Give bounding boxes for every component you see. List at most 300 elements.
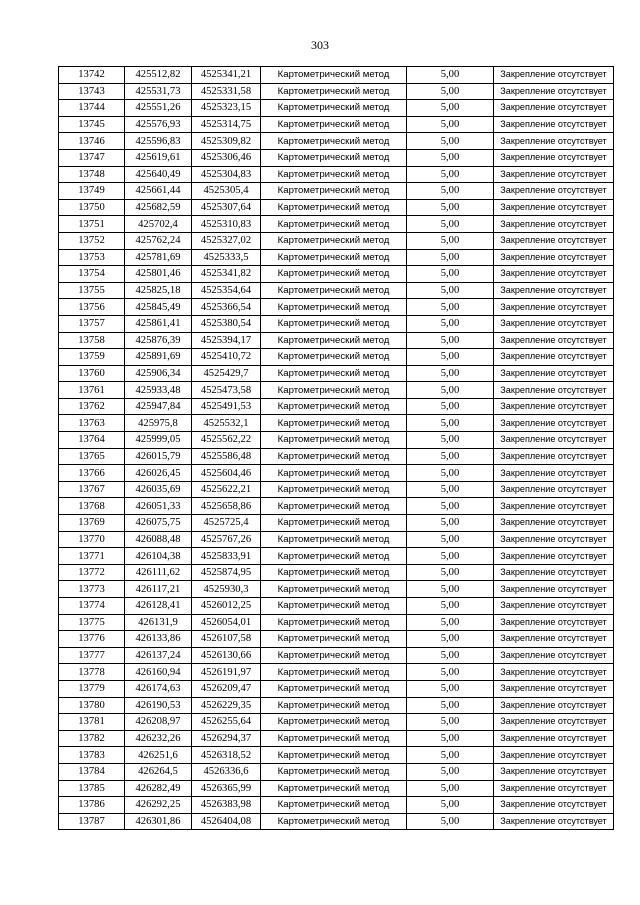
accuracy-cell: 5,00 bbox=[407, 598, 494, 615]
x-coordinate-cell: 426075,75 bbox=[125, 515, 192, 532]
method-cell: Картометрический метод bbox=[261, 166, 407, 183]
fixing-cell: Закрепление отсутствует bbox=[494, 564, 614, 581]
accuracy-cell: 5,00 bbox=[407, 382, 494, 399]
fixing-cell: Закрепление отсутствует bbox=[494, 813, 614, 830]
accuracy-cell: 5,00 bbox=[407, 581, 494, 598]
fixing-cell: Закрепление отсутствует bbox=[494, 747, 614, 764]
y-coordinate-cell: 4525306,46 bbox=[192, 149, 261, 166]
x-coordinate-cell: 426128,41 bbox=[125, 598, 192, 615]
point-number-cell: 13781 bbox=[59, 714, 125, 731]
x-coordinate-cell: 425682,59 bbox=[125, 199, 192, 216]
fixing-cell: Закрепление отсутствует bbox=[494, 581, 614, 598]
x-coordinate-cell: 425933,48 bbox=[125, 382, 192, 399]
table-row bbox=[59, 100, 614, 117]
table-body bbox=[59, 67, 614, 830]
method-cell: Картометрический метод bbox=[261, 531, 407, 548]
y-coordinate-cell: 4525327,02 bbox=[192, 232, 261, 249]
accuracy-cell: 5,00 bbox=[407, 465, 494, 482]
table-row bbox=[59, 133, 614, 150]
table-row bbox=[59, 83, 614, 100]
table-row bbox=[59, 166, 614, 183]
point-number-cell: 13775 bbox=[59, 614, 125, 631]
method-cell: Картометрический метод bbox=[261, 216, 407, 233]
point-number-cell: 13759 bbox=[59, 349, 125, 366]
y-coordinate-cell: 4526054,01 bbox=[192, 614, 261, 631]
method-cell: Картометрический метод bbox=[261, 415, 407, 432]
table-row bbox=[59, 199, 614, 216]
x-coordinate-cell: 426292,25 bbox=[125, 797, 192, 814]
fixing-cell: Закрепление отсутствует bbox=[494, 415, 614, 432]
table-row bbox=[59, 216, 614, 233]
method-cell: Картометрический метод bbox=[261, 67, 407, 84]
method-cell: Картометрический метод bbox=[261, 133, 407, 150]
x-coordinate-cell: 425762,24 bbox=[125, 232, 192, 249]
y-coordinate-cell: 4525366,54 bbox=[192, 299, 261, 316]
method-cell: Картометрический метод bbox=[261, 697, 407, 714]
y-coordinate-cell: 4525310,83 bbox=[192, 216, 261, 233]
method-cell: Картометрический метод bbox=[261, 332, 407, 349]
y-coordinate-cell: 4526012,25 bbox=[192, 598, 261, 615]
point-number-cell: 13772 bbox=[59, 564, 125, 581]
y-coordinate-cell: 4525307,64 bbox=[192, 199, 261, 216]
method-cell: Картометрический метод bbox=[261, 780, 407, 797]
method-cell: Картометрический метод bbox=[261, 564, 407, 581]
y-coordinate-cell: 4526191,97 bbox=[192, 664, 261, 681]
method-cell: Картометрический метод bbox=[261, 614, 407, 631]
fixing-cell: Закрепление отсутствует bbox=[494, 133, 614, 150]
point-number-cell: 13753 bbox=[59, 249, 125, 266]
fixing-cell: Закрепление отсутствует bbox=[494, 365, 614, 382]
fixing-cell: Закрепление отсутствует bbox=[494, 465, 614, 482]
method-cell: Картометрический метод bbox=[261, 232, 407, 249]
fixing-cell: Закрепление отсутствует bbox=[494, 315, 614, 332]
accuracy-cell: 5,00 bbox=[407, 365, 494, 382]
point-number-cell: 13761 bbox=[59, 382, 125, 399]
table-row bbox=[59, 647, 614, 664]
accuracy-cell: 5,00 bbox=[407, 398, 494, 415]
method-cell: Картометрический метод bbox=[261, 465, 407, 482]
accuracy-cell: 5,00 bbox=[407, 100, 494, 117]
point-number-cell: 13742 bbox=[59, 67, 125, 84]
table-row bbox=[59, 631, 614, 648]
method-cell: Картометрический метод bbox=[261, 382, 407, 399]
table-row bbox=[59, 315, 614, 332]
x-coordinate-cell: 425576,93 bbox=[125, 116, 192, 133]
x-coordinate-cell: 426035,69 bbox=[125, 481, 192, 498]
table-row bbox=[59, 763, 614, 780]
fixing-cell: Закрепление отсутствует bbox=[494, 232, 614, 249]
method-cell: Картометрический метод bbox=[261, 398, 407, 415]
fixing-cell: Закрепление отсутствует bbox=[494, 249, 614, 266]
method-cell: Картометрический метод bbox=[261, 730, 407, 747]
accuracy-cell: 5,00 bbox=[407, 432, 494, 449]
point-number-cell: 13752 bbox=[59, 232, 125, 249]
accuracy-cell: 5,00 bbox=[407, 415, 494, 432]
point-number-cell: 13776 bbox=[59, 631, 125, 648]
table-row bbox=[59, 232, 614, 249]
fixing-cell: Закрепление отсутствует bbox=[494, 548, 614, 565]
coordinates-table bbox=[58, 66, 614, 830]
table-row bbox=[59, 149, 614, 166]
y-coordinate-cell: 4526336,6 bbox=[192, 763, 261, 780]
fixing-cell: Закрепление отсутствует bbox=[494, 100, 614, 117]
y-coordinate-cell: 4525562,22 bbox=[192, 432, 261, 449]
method-cell: Картометрический метод bbox=[261, 282, 407, 299]
x-coordinate-cell: 426137,24 bbox=[125, 647, 192, 664]
point-number-cell: 13766 bbox=[59, 465, 125, 482]
fixing-cell: Закрепление отсутствует bbox=[494, 531, 614, 548]
y-coordinate-cell: 4526294,37 bbox=[192, 730, 261, 747]
table-row bbox=[59, 365, 614, 382]
table-row bbox=[59, 697, 614, 714]
fixing-cell: Закрепление отсутствует bbox=[494, 664, 614, 681]
x-coordinate-cell: 426015,79 bbox=[125, 448, 192, 465]
method-cell: Картометрический метод bbox=[261, 481, 407, 498]
fixing-cell: Закрепление отсутствует bbox=[494, 216, 614, 233]
accuracy-cell: 5,00 bbox=[407, 714, 494, 731]
fixing-cell: Закрепление отсутствует bbox=[494, 631, 614, 648]
fixing-cell: Закрепление отсутствует bbox=[494, 647, 614, 664]
method-cell: Картометрический метод bbox=[261, 183, 407, 200]
table-row bbox=[59, 332, 614, 349]
table-row bbox=[59, 67, 614, 84]
method-cell: Картометрический метод bbox=[261, 797, 407, 814]
x-coordinate-cell: 425512,82 bbox=[125, 67, 192, 84]
method-cell: Картометрический метод bbox=[261, 149, 407, 166]
y-coordinate-cell: 4525473,58 bbox=[192, 382, 261, 399]
table-row bbox=[59, 797, 614, 814]
table-row bbox=[59, 299, 614, 316]
point-number-cell: 13757 bbox=[59, 315, 125, 332]
accuracy-cell: 5,00 bbox=[407, 116, 494, 133]
y-coordinate-cell: 4525532,1 bbox=[192, 415, 261, 432]
fixing-cell: Закрепление отсутствует bbox=[494, 149, 614, 166]
x-coordinate-cell: 425975,8 bbox=[125, 415, 192, 432]
table-row bbox=[59, 415, 614, 432]
fixing-cell: Закрепление отсутствует bbox=[494, 730, 614, 747]
accuracy-cell: 5,00 bbox=[407, 232, 494, 249]
accuracy-cell: 5,00 bbox=[407, 266, 494, 283]
point-number-cell: 13745 bbox=[59, 116, 125, 133]
accuracy-cell: 5,00 bbox=[407, 647, 494, 664]
y-coordinate-cell: 4525331,58 bbox=[192, 83, 261, 100]
x-coordinate-cell: 426117,21 bbox=[125, 581, 192, 598]
table-row bbox=[59, 664, 614, 681]
method-cell: Картометрический метод bbox=[261, 266, 407, 283]
y-coordinate-cell: 4526107,58 bbox=[192, 631, 261, 648]
accuracy-cell: 5,00 bbox=[407, 780, 494, 797]
table-row bbox=[59, 266, 614, 283]
fixing-cell: Закрепление отсутствует bbox=[494, 266, 614, 283]
fixing-cell: Закрепление отсутствует bbox=[494, 332, 614, 349]
table-row bbox=[59, 614, 614, 631]
fixing-cell: Закрепление отсутствует bbox=[494, 780, 614, 797]
fixing-cell: Закрепление отсутствует bbox=[494, 697, 614, 714]
fixing-cell: Закрепление отсутствует bbox=[494, 398, 614, 415]
y-coordinate-cell: 4525586,48 bbox=[192, 448, 261, 465]
point-number-cell: 13760 bbox=[59, 365, 125, 382]
method-cell: Картометрический метод bbox=[261, 747, 407, 764]
x-coordinate-cell: 426208,97 bbox=[125, 714, 192, 731]
y-coordinate-cell: 4525380,54 bbox=[192, 315, 261, 332]
x-coordinate-cell: 426282,49 bbox=[125, 780, 192, 797]
table-row bbox=[59, 432, 614, 449]
y-coordinate-cell: 4525429,7 bbox=[192, 365, 261, 382]
table-row bbox=[59, 183, 614, 200]
fixing-cell: Закрепление отсутствует bbox=[494, 481, 614, 498]
point-number-cell: 13748 bbox=[59, 166, 125, 183]
y-coordinate-cell: 4526209,47 bbox=[192, 680, 261, 697]
accuracy-cell: 5,00 bbox=[407, 548, 494, 565]
y-coordinate-cell: 4525658,86 bbox=[192, 498, 261, 515]
method-cell: Картометрический метод bbox=[261, 515, 407, 532]
method-cell: Картометрический метод bbox=[261, 647, 407, 664]
x-coordinate-cell: 425906,34 bbox=[125, 365, 192, 382]
y-coordinate-cell: 4525767,26 bbox=[192, 531, 261, 548]
fixing-cell: Закрепление отсутствует bbox=[494, 67, 614, 84]
accuracy-cell: 5,00 bbox=[407, 315, 494, 332]
y-coordinate-cell: 4525333,5 bbox=[192, 249, 261, 266]
fixing-cell: Закрепление отсутствует bbox=[494, 382, 614, 399]
point-number-cell: 13746 bbox=[59, 133, 125, 150]
method-cell: Картометрический метод bbox=[261, 83, 407, 100]
accuracy-cell: 5,00 bbox=[407, 697, 494, 714]
table-row bbox=[59, 813, 614, 830]
table-row bbox=[59, 581, 614, 598]
accuracy-cell: 5,00 bbox=[407, 747, 494, 764]
point-number-cell: 13744 bbox=[59, 100, 125, 117]
table-row bbox=[59, 680, 614, 697]
table-row bbox=[59, 531, 614, 548]
fixing-cell: Закрепление отсутствует bbox=[494, 714, 614, 731]
fixing-cell: Закрепление отсутствует bbox=[494, 598, 614, 615]
point-number-cell: 13770 bbox=[59, 531, 125, 548]
x-coordinate-cell: 426190,53 bbox=[125, 697, 192, 714]
fixing-cell: Закрепление отсутствует bbox=[494, 299, 614, 316]
table-row bbox=[59, 730, 614, 747]
table-row bbox=[59, 465, 614, 482]
y-coordinate-cell: 4525394,17 bbox=[192, 332, 261, 349]
x-coordinate-cell: 426104,38 bbox=[125, 548, 192, 565]
accuracy-cell: 5,00 bbox=[407, 299, 494, 316]
y-coordinate-cell: 4525930,3 bbox=[192, 581, 261, 598]
x-coordinate-cell: 425702,4 bbox=[125, 216, 192, 233]
accuracy-cell: 5,00 bbox=[407, 83, 494, 100]
x-coordinate-cell: 426088,48 bbox=[125, 531, 192, 548]
table-row bbox=[59, 780, 614, 797]
x-coordinate-cell: 425801,46 bbox=[125, 266, 192, 283]
accuracy-cell: 5,00 bbox=[407, 631, 494, 648]
method-cell: Картометрический метод bbox=[261, 581, 407, 598]
fixing-cell: Закрепление отсутствует bbox=[494, 282, 614, 299]
y-coordinate-cell: 4525305,4 bbox=[192, 183, 261, 200]
y-coordinate-cell: 4525491,53 bbox=[192, 398, 261, 415]
point-number-cell: 13762 bbox=[59, 398, 125, 415]
point-number-cell: 13771 bbox=[59, 548, 125, 565]
accuracy-cell: 5,00 bbox=[407, 498, 494, 515]
method-cell: Картометрический метод bbox=[261, 249, 407, 266]
method-cell: Картометрический метод bbox=[261, 664, 407, 681]
method-cell: Картометрический метод bbox=[261, 680, 407, 697]
table-row bbox=[59, 498, 614, 515]
accuracy-cell: 5,00 bbox=[407, 481, 494, 498]
fixing-cell: Закрепление отсутствует bbox=[494, 797, 614, 814]
point-number-cell: 13787 bbox=[59, 813, 125, 830]
method-cell: Картометрический метод bbox=[261, 299, 407, 316]
accuracy-cell: 5,00 bbox=[407, 813, 494, 830]
x-coordinate-cell: 426174,63 bbox=[125, 680, 192, 697]
point-number-cell: 13749 bbox=[59, 183, 125, 200]
x-coordinate-cell: 425640,49 bbox=[125, 166, 192, 183]
point-number-cell: 13765 bbox=[59, 448, 125, 465]
fixing-cell: Закрепление отсутствует bbox=[494, 498, 614, 515]
fixing-cell: Закрепление отсутствует bbox=[494, 763, 614, 780]
x-coordinate-cell: 425596,83 bbox=[125, 133, 192, 150]
point-number-cell: 13780 bbox=[59, 697, 125, 714]
x-coordinate-cell: 426160,94 bbox=[125, 664, 192, 681]
table-row bbox=[59, 382, 614, 399]
point-number-cell: 13786 bbox=[59, 797, 125, 814]
fixing-cell: Закрепление отсутствует bbox=[494, 83, 614, 100]
point-number-cell: 13783 bbox=[59, 747, 125, 764]
fixing-cell: Закрепление отсутствует bbox=[494, 432, 614, 449]
accuracy-cell: 5,00 bbox=[407, 730, 494, 747]
point-number-cell: 13784 bbox=[59, 763, 125, 780]
fixing-cell: Закрепление отсутствует bbox=[494, 166, 614, 183]
x-coordinate-cell: 425619,61 bbox=[125, 149, 192, 166]
table-row bbox=[59, 548, 614, 565]
accuracy-cell: 5,00 bbox=[407, 183, 494, 200]
fixing-cell: Закрепление отсутствует bbox=[494, 116, 614, 133]
table-row bbox=[59, 249, 614, 266]
accuracy-cell: 5,00 bbox=[407, 531, 494, 548]
x-coordinate-cell: 426301,86 bbox=[125, 813, 192, 830]
point-number-cell: 13751 bbox=[59, 216, 125, 233]
fixing-cell: Закрепление отсутствует bbox=[494, 448, 614, 465]
accuracy-cell: 5,00 bbox=[407, 282, 494, 299]
table-row bbox=[59, 116, 614, 133]
point-number-cell: 13782 bbox=[59, 730, 125, 747]
accuracy-cell: 5,00 bbox=[407, 133, 494, 150]
point-number-cell: 13769 bbox=[59, 515, 125, 532]
point-number-cell: 13750 bbox=[59, 199, 125, 216]
method-cell: Картометрический метод bbox=[261, 349, 407, 366]
y-coordinate-cell: 4525309,82 bbox=[192, 133, 261, 150]
accuracy-cell: 5,00 bbox=[407, 166, 494, 183]
accuracy-cell: 5,00 bbox=[407, 797, 494, 814]
x-coordinate-cell: 425531,73 bbox=[125, 83, 192, 100]
x-coordinate-cell: 426026,45 bbox=[125, 465, 192, 482]
y-coordinate-cell: 4526229,35 bbox=[192, 697, 261, 714]
method-cell: Картометрический метод bbox=[261, 432, 407, 449]
y-coordinate-cell: 4525725,4 bbox=[192, 515, 261, 532]
accuracy-cell: 5,00 bbox=[407, 614, 494, 631]
accuracy-cell: 5,00 bbox=[407, 515, 494, 532]
point-number-cell: 13763 bbox=[59, 415, 125, 432]
method-cell: Картометрический метод bbox=[261, 714, 407, 731]
x-coordinate-cell: 425876,39 bbox=[125, 332, 192, 349]
fixing-cell: Закрепление отсутствует bbox=[494, 199, 614, 216]
method-cell: Картометрический метод bbox=[261, 116, 407, 133]
table-row bbox=[59, 448, 614, 465]
method-cell: Картометрический метод bbox=[261, 631, 407, 648]
table-row bbox=[59, 598, 614, 615]
accuracy-cell: 5,00 bbox=[407, 564, 494, 581]
y-coordinate-cell: 4525314,75 bbox=[192, 116, 261, 133]
x-coordinate-cell: 425861,41 bbox=[125, 315, 192, 332]
table-row bbox=[59, 714, 614, 731]
x-coordinate-cell: 425845,49 bbox=[125, 299, 192, 316]
fixing-cell: Закрепление отсутствует bbox=[494, 183, 614, 200]
point-number-cell: 13774 bbox=[59, 598, 125, 615]
point-number-cell: 13779 bbox=[59, 680, 125, 697]
table-row bbox=[59, 282, 614, 299]
y-coordinate-cell: 4526130,66 bbox=[192, 647, 261, 664]
y-coordinate-cell: 4525622,21 bbox=[192, 481, 261, 498]
method-cell: Картометрический метод bbox=[261, 763, 407, 780]
point-number-cell: 13768 bbox=[59, 498, 125, 515]
table-row bbox=[59, 515, 614, 532]
point-number-cell: 13754 bbox=[59, 266, 125, 283]
accuracy-cell: 5,00 bbox=[407, 216, 494, 233]
x-coordinate-cell: 426251,6 bbox=[125, 747, 192, 764]
table-row bbox=[59, 481, 614, 498]
x-coordinate-cell: 425825,18 bbox=[125, 282, 192, 299]
accuracy-cell: 5,00 bbox=[407, 680, 494, 697]
table-row bbox=[59, 747, 614, 764]
x-coordinate-cell: 426131,9 bbox=[125, 614, 192, 631]
accuracy-cell: 5,00 bbox=[407, 199, 494, 216]
x-coordinate-cell: 426133,86 bbox=[125, 631, 192, 648]
x-coordinate-cell: 425551,26 bbox=[125, 100, 192, 117]
point-number-cell: 13755 bbox=[59, 282, 125, 299]
point-number-cell: 13747 bbox=[59, 149, 125, 166]
point-number-cell: 13756 bbox=[59, 299, 125, 316]
y-coordinate-cell: 4526318,52 bbox=[192, 747, 261, 764]
accuracy-cell: 5,00 bbox=[407, 664, 494, 681]
y-coordinate-cell: 4525341,21 bbox=[192, 67, 261, 84]
method-cell: Картометрический метод bbox=[261, 498, 407, 515]
table-row bbox=[59, 564, 614, 581]
fixing-cell: Закрепление отсутствует bbox=[494, 614, 614, 631]
y-coordinate-cell: 4525354,64 bbox=[192, 282, 261, 299]
point-number-cell: 13767 bbox=[59, 481, 125, 498]
accuracy-cell: 5,00 bbox=[407, 67, 494, 84]
method-cell: Картометрический метод bbox=[261, 365, 407, 382]
y-coordinate-cell: 4526255,64 bbox=[192, 714, 261, 731]
point-number-cell: 13773 bbox=[59, 581, 125, 598]
fixing-cell: Закрепление отсутствует bbox=[494, 680, 614, 697]
method-cell: Картометрический метод bbox=[261, 315, 407, 332]
y-coordinate-cell: 4525604,46 bbox=[192, 465, 261, 482]
x-coordinate-cell: 426232,26 bbox=[125, 730, 192, 747]
table-row bbox=[59, 349, 614, 366]
x-coordinate-cell: 426264,5 bbox=[125, 763, 192, 780]
x-coordinate-cell: 425781,69 bbox=[125, 249, 192, 266]
fixing-cell: Закрепление отсутствует bbox=[494, 349, 614, 366]
point-number-cell: 13785 bbox=[59, 780, 125, 797]
method-cell: Картометрический метод bbox=[261, 813, 407, 830]
accuracy-cell: 5,00 bbox=[407, 249, 494, 266]
method-cell: Картометрический метод bbox=[261, 448, 407, 465]
point-number-cell: 13778 bbox=[59, 664, 125, 681]
point-number-cell: 13743 bbox=[59, 83, 125, 100]
x-coordinate-cell: 425947,84 bbox=[125, 398, 192, 415]
method-cell: Картометрический метод bbox=[261, 548, 407, 565]
method-cell: Картометрический метод bbox=[261, 199, 407, 216]
point-number-cell: 13764 bbox=[59, 432, 125, 449]
point-number-cell: 13777 bbox=[59, 647, 125, 664]
